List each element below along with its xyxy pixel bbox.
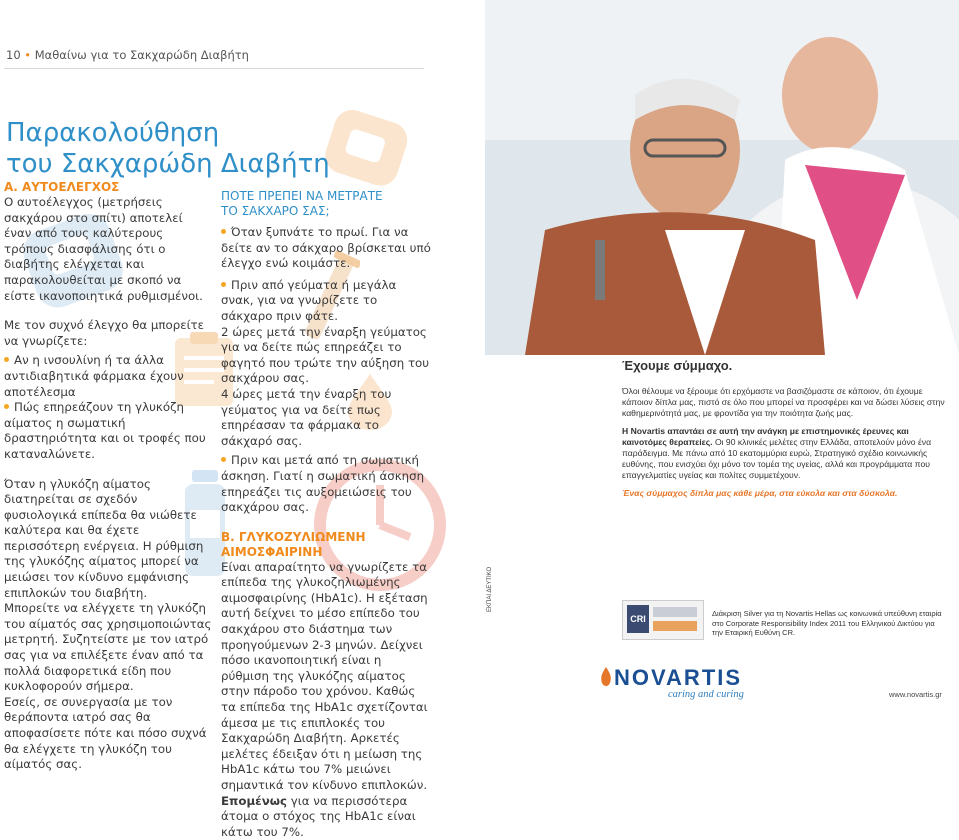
- benefit-list: [4, 353, 212, 462]
- cri-bar: [653, 607, 697, 617]
- bullet-icon: [221, 229, 226, 234]
- paragraph-hba1c: Είναι απαραίτητο να γνωρίζετε τα επίπεδα της γλυκοζηλιωμένης αιμοσφαιρίνης (HbA1c). Η εξέταση αυτή δείχνει το μέσο επίπεδο του σακχάρου στο διάστημα των προηγούμενων 2-3 μηνών. Δείχνει πόσο ικανοποιητική είναι η ρύθμιση της γλυκόζης αίματος στην πάροδο του χρόνου. Καθώς τα επίπεδα της HbA1c σχετίζονται άμεσα με τις επιπλοκές του Σακχαρώδη Διαβήτη. Αρκετές μελέτες έδειξαν ότι η μείωση της HbA1c κάτω του 7% μειώνει σημαντικά τον κίνδυνο επιπλοκών. Επομένως για να περισσότερα άτομα ο στόχος της HbA1c είναι κάτω του 7%.: [221, 559, 428, 839]
- header-divider: [4, 68, 424, 69]
- title-line-1: Παρακολούθηση: [6, 118, 220, 148]
- photo-illustration: [485, 0, 959, 355]
- paragraph-4h: 4 ώρες μετά την έναρξη του γεύματος για να δείτε πως επηρέασαν τα φάρμακα το σάκχαρό σας.: [221, 386, 392, 448]
- section-heading-when: ΠΟΤΕ ΠΡΕΠΕΙ ΝΑ ΜΕΤΡΑΤΕ ΤΟ ΣΑΚΧΑΡΟ ΣΑΣ;: [221, 189, 383, 218]
- title-line-2: του Σακχαρώδη Διαβήτη: [6, 149, 330, 179]
- ad-slogan: Ένας σύμμαχος δίπλα μας κάθε μέρα, στα εύκολα και στα δύσκολα.: [622, 487, 898, 498]
- ad-paragraph: Όλοι θέλουμε να ξέρουμε ότι ερχόμαστε να βασιζόμαστε σε κάποιον, ότι έχουμε κάποιον δίπλα μας, πιστό σε όλο που μπορεί να προσφέρει και να δώσει λύσεις στην καθημερινότητά μας, με φροντίδα για την ποιότητα ζωής μας.: [622, 386, 945, 419]
- novartis-logo: NOVARTIS: [614, 665, 743, 690]
- cri-badge: [622, 600, 704, 640]
- list-item: Πριν από γεύματα ή μεγάλα σνακ, για να γνωρίζετε το σάκχαρο πριν φάτε.: [221, 277, 397, 323]
- running-header: [6, 48, 249, 62]
- bullet-icon: [4, 357, 9, 362]
- intro-paragraph: Ο αυτοέλεγχος (μετρήσεις σακχάρου στο σπίτι) αποτελεί έναν από τους καλύτερους τρόπους διασφάλισης ότι ο διαβήτης ελέγχεται και παρακολουθείται με σκοπό να είστε ικανοποιητικά ρυθμισμένοι.: [4, 195, 203, 303]
- list-item: Όταν ξυπνάτε το πρωί. Για να δείτε αν το σάκχαρο βρίσκεται υπό έλεγχο ενώ κοιμάστε.: [221, 225, 431, 271]
- section-heading-self-monitoring: Α. ΑΥΤΟΕΛΕΓΧΟΣ: [4, 180, 120, 194]
- meter-icon: [318, 105, 413, 195]
- lead-paragraph: Με τον συχνό έλεγχο θα μπορείτε να γνωρίζετε:: [4, 318, 205, 348]
- bullet-icon: [4, 404, 9, 409]
- exercise-list: [221, 453, 431, 515]
- cri-caption: Διάκριση Silver για τη Novartis Hellas ως κοινωνικά υπεύθυνη εταιρία στο Corporate Responsibility Index 2011 του Ελληνικού Δικτύου για την Εταιρική Ευθύνη CR.: [712, 609, 942, 637]
- cri-bar: [653, 621, 697, 631]
- column-when-to-measure: [221, 189, 431, 840]
- paragraph-2h: 2 ώρες μετά την έναρξη γεύματος για να δείτε πώς επηρεάζει το φαγητό που τρώτε την αύξηση του σακχάρου σας.: [221, 324, 430, 386]
- list-item: Πώς επηρεάζουν τη γλυκόζη αίματος η σωματική δραστηριότητα και οι τροφές που καταναλώνετε.: [4, 400, 206, 461]
- list-item: Πριν και μετά από τη σωματική άσκηση. Γιατί η σωματική άσκηση επηρεάζει τις αυξομειώσεις του σακχάρου σας.: [221, 453, 425, 515]
- bullet-icon: [221, 457, 226, 462]
- brand-url: www.novartis.gr: [889, 690, 942, 699]
- doctor-patient-photo: [485, 0, 959, 355]
- paragraph-meter: Μπορείτε να ελέγχετε τη γλυκόζη του αίματός σας χρησιμοποιώντας μετρητή. Συζητείστε με τον ιατρό σας για να επιλέξετε έναν από τα πολλά διαφορετικά είδη που κυκλοφορούν σήμερα.: [4, 601, 212, 694]
- ad-headline: Έχουμε σύμμαχο.: [622, 358, 733, 373]
- paragraph-glucose-levels: Όταν η γλυκόζη αίματος διατηρείται σε σχεδόν φυσιολογικά επίπεδα θα νιώθετε καλύτερα και θα έχετε περισσότερη ενέργεια. Η ρύθμιση της γλυκόζης αίματος μπορεί να μειώσει τον κίνδυνο εμφάνισης επιπλοκών του διαβήτη.: [4, 476, 204, 600]
- ad-paragraph: Η Novartis απαντάει σε αυτή την ανάγκη με επιστημονικές έρευνες και καινοτόμες θεραπείες. Οι 90 κλινικές μελέτες στην Ελλάδα, αποτελούν μόνο ένα παράδειγμα. Με πάνω από 10 εκατομμύρια ευρώ, Στρατηγικό σχέδιο κοινωνικής ευθύνης, που ενισχύει όχι μόνο τον τομέα της υγείας, αλλά και προγράμματα που επαγγελματίες υγείας και πολίτες συμμετέχουν.: [622, 425, 932, 481]
- list-item: Αν η ινσουλίνη ή τα άλλα αντιδιαβητικά φάρμακα έχουν αποτέλεσμα: [4, 353, 184, 399]
- vertical-code: ΕΚΠΑΙ ΔΕΥΤΙΚΟ: [487, 566, 493, 612]
- ad-body: [622, 386, 950, 505]
- header-section: Μαθαίνω για το Σακχαρώδη Διαβήτη: [34, 48, 249, 62]
- paragraph-doctor: Εσείς, σε συνεργασία με τον θεράποντα ιατρό σας θα αποφασίσετε πότε και πόσο συχνά θα ελέγχετε τη γλυκόζη του αίματός σας.: [4, 694, 207, 772]
- section-heading-hba1c: Β. ΓΛΥΚΟΖΥΛΙΩΜΕΝΗ ΑΙΜΟΣΦΑΙΡΙΝΗ: [221, 529, 366, 559]
- page-number: 10: [6, 48, 21, 62]
- page-title: [6, 118, 330, 180]
- novartis-flame-icon: [600, 667, 612, 687]
- when-list: [221, 225, 431, 325]
- column-self-monitoring: [4, 180, 212, 773]
- brand-tagline: caring and curing: [668, 689, 744, 700]
- header-separator: •: [24, 48, 32, 62]
- cri-logo: CRI: [627, 605, 649, 633]
- bullet-icon: [221, 282, 226, 287]
